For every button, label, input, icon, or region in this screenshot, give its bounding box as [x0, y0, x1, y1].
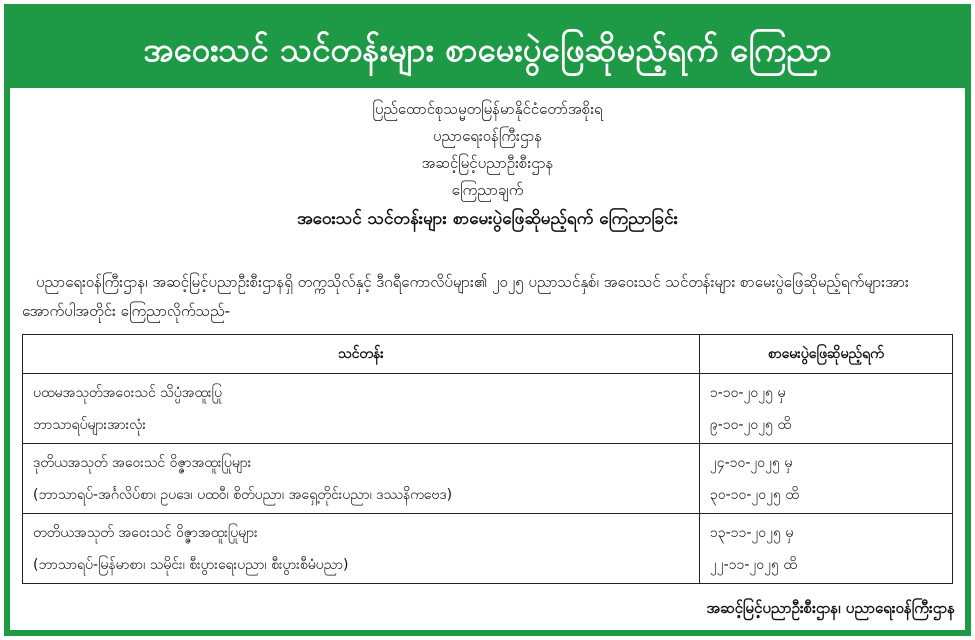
notice-frame — [4, 4, 971, 636]
course-name: ဒုတိယအသုတ် အဝေးသင် ဝိဇ္ဇာအထူးပြုများ — [33, 454, 252, 471]
course-name: တတိယအသုတ် အဝေးသင် ဝိဇ္ဇာအထူးပြုများ — [33, 524, 258, 541]
course-subjects: (ဘာသာရပ်-အင်္ဂလိပ်စာ၊ ဥပဒေ၊ ပထဝီ၊ စိတ်ပညာ၊ အရှေ့တိုင်းပညာ၊ ဒဿနိကဗေဒ) — [33, 486, 453, 503]
course-cell — [23, 444, 700, 514]
column-header-course: သင်တန်း — [23, 335, 700, 374]
start-date: ၂၄-၁၀-၂၀၂၅ မှ — [709, 454, 793, 471]
course-subjects: ဘာသာရပ်များအားလုံး — [33, 416, 146, 433]
course-cell — [23, 374, 700, 444]
title-banner — [10, 10, 965, 88]
date-cell — [699, 514, 952, 584]
table-row — [23, 444, 953, 514]
end-date: ၂၂-၁၁-၂၀၂၅ ထိ — [709, 556, 797, 573]
department-name: အဆင့်မြင့်ပညာဦးစီးဌာန — [421, 154, 554, 172]
table-row — [23, 374, 953, 444]
column-header-exam-date: စာမေးပွဲဖြေဆိုမည့်ရက် — [699, 335, 952, 374]
end-date: ၃၀-၁၀-၂၀၂၅ ထိ — [709, 486, 799, 503]
banner-title: အဝေးသင် သင်တန်းများ စာမေးပွဲဖြေဆိုမည့်ရက် ကြေညာ — [143, 29, 832, 69]
notice-title: အဝေးသင် သင်တန်းများ စာမေးပွဲဖြေဆိုမည့်ရက် ကြေညာခြင်း — [297, 209, 678, 229]
header-block — [10, 96, 965, 234]
table-header-row — [23, 335, 953, 374]
exam-schedule-table — [22, 334, 953, 584]
government-name: ပြည်ထောင်စုသမ္မတမြန်မာနိုင်ငံတော်အစိုးရ — [372, 100, 603, 118]
intro-paragraph — [22, 268, 953, 326]
date-cell — [699, 374, 952, 444]
course-subjects: (ဘာသာရပ်-မြန်မာစာ၊ သမိုင်း၊ စီးပွားရေးပညာ၊ စီးပွားစီမံပညာ) — [33, 556, 349, 573]
start-date: ၁၃-၁၁-၂၀၂၅ မှ — [709, 524, 794, 541]
intro-text: ပညာရေးဝန်ကြီးဌာန၊ အဆင့်မြင့်ပညာဦးစီးဌာနရှိ တက္ကသိုလ်နှင့် ဒီဂရီကောလိပ်များ၏ ၂၀၂၅ ပညာသင်နှစ်၊ အဝေးသင် သင်တန်းများ စာမေးပွဲဖြေဆိုမည့်ရက်များအား အောက်ပါအတိုင်း ကြေညာလိုက်သည်- — [22, 273, 909, 320]
course-cell — [23, 514, 700, 584]
course-name: ပထမအသုတ်အဝေးသင် သိပ္ပံအထူးပြု — [33, 384, 222, 401]
start-date: ၁-၁၀-၂၀၂၅ မှ — [709, 384, 786, 401]
issuing-authority: အဆင့်မြင့်ပညာဦးစီးဌာန၊ ပညာရေးဝန်ကြီးဌာန — [706, 599, 955, 617]
announcement-label: ကြေညာချက် — [451, 181, 524, 199]
ministry-name: ပညာရေးဝန်ကြီးဌာန — [432, 127, 543, 145]
date-cell — [699, 444, 952, 514]
table-row — [23, 514, 953, 584]
end-date: ၉-၁၀-၂၀၂၅ ထိ — [709, 416, 792, 433]
